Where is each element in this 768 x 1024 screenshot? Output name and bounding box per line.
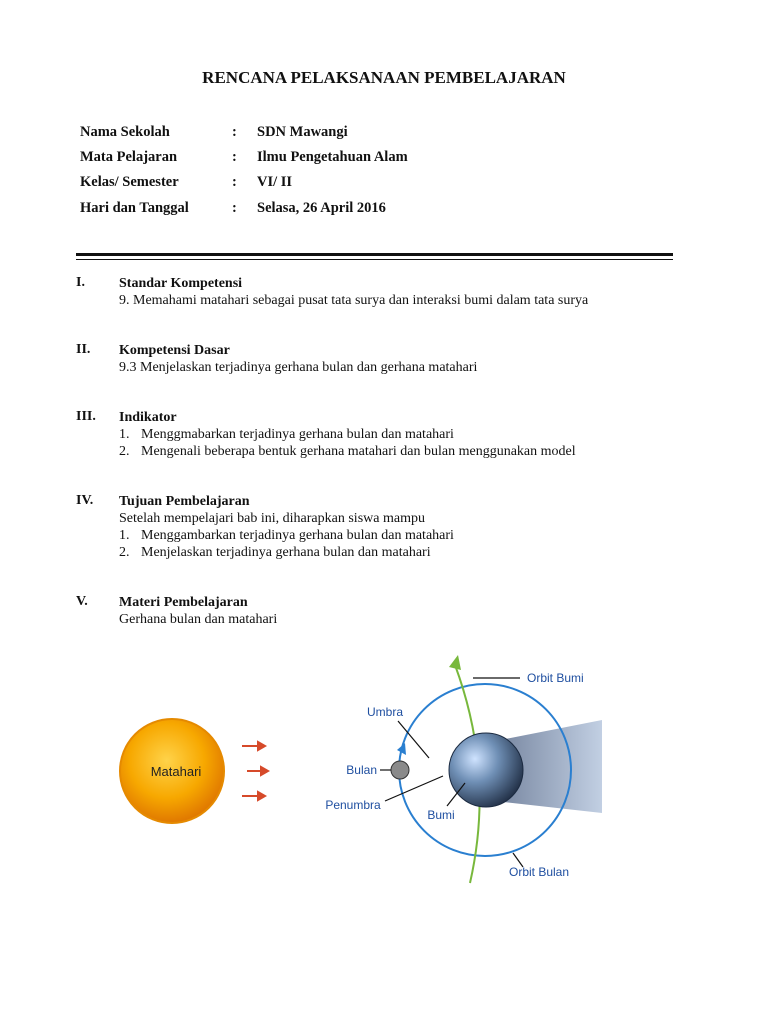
divider-thick [76,253,673,256]
section-number: V. [76,594,88,609]
label-bulan: Bulan [346,763,377,777]
label-orbit-bumi: Orbit Bumi [527,671,584,685]
section-heading: Kompetensi Dasar [119,343,230,358]
section-heading: Materi Pembelajaran [119,595,248,610]
list-number: 1. [119,528,130,543]
info-value: VI/ II [257,174,293,190]
label-bumi: Bumi [427,808,455,822]
label-orbit-bulan: Orbit Bulan [508,865,570,879]
section-number: I. [76,275,85,290]
info-value: Ilmu Pengetahuan Alam [257,149,408,165]
section-text: Setelah mempelajari bab ini, diharapkan siswa mampu [119,511,425,526]
info-label: Hari dan Tanggal [80,200,189,216]
section-text: 9. Memahami matahari sebagai pusat tata surya dan interaksi bumi dalam tata surya [119,293,589,308]
info-colon: : [232,124,237,140]
label-penumbra: Penumbra [325,798,381,812]
section-number: II. [76,342,91,357]
list-item [119,426,709,443]
section-text: Gerhana bulan dan matahari [119,612,278,627]
list-text: Menjelaskan terjadinya gerhana bulan dan matahari [141,545,431,560]
document-title: RENCANA PELAKSANAAN PEMBELAJARAN [202,68,566,87]
eclipse-diagram-svg [75,643,625,893]
moon-shape [391,761,409,779]
section-heading: Tujuan Pembelajaran [119,494,250,509]
info-value: Selasa, 26 April 2016 [257,200,386,216]
earth-orbit-arrow [449,655,461,670]
info-label: Mata Pelajaran [80,149,178,165]
list-text: Menggmabarkan terjadinya gerhana bulan dan matahari [141,427,454,442]
list-number: 2. [119,444,130,459]
list-number: 1. [119,427,130,442]
info-colon: : [232,174,237,190]
earth-shape [449,733,523,807]
list-number: 2. [119,545,130,560]
list-text: Menggambarkan terjadinya gerhana bulan dan matahari [141,528,454,543]
list-item [119,527,709,544]
section-heading: Standar Kompetensi [119,276,243,291]
info-value: SDN Mawangi [257,124,348,140]
info-colon: : [232,149,237,165]
list-item [119,443,709,460]
sun-rays-arrows [242,742,268,800]
eclipse-diagram [75,643,625,893]
info-label: Nama Sekolah [80,124,170,140]
section-text: 9.3 Menjelaskan terjadinya gerhana bulan dan gerhana matahari [119,360,478,375]
section-number: III. [76,409,96,424]
info-label: Kelas/ Semester [80,174,179,190]
divider-thin [76,259,673,260]
section-number: IV. [76,493,94,508]
info-colon: : [232,200,237,216]
list-item [119,544,709,561]
section-heading: Indikator [119,410,177,425]
list-text: Mengenali beberapa bentuk gerhana matahari dan bulan menggunakan model [141,444,576,459]
label-umbra: Umbra [366,705,404,719]
label-matahari: Matahari [150,764,202,779]
